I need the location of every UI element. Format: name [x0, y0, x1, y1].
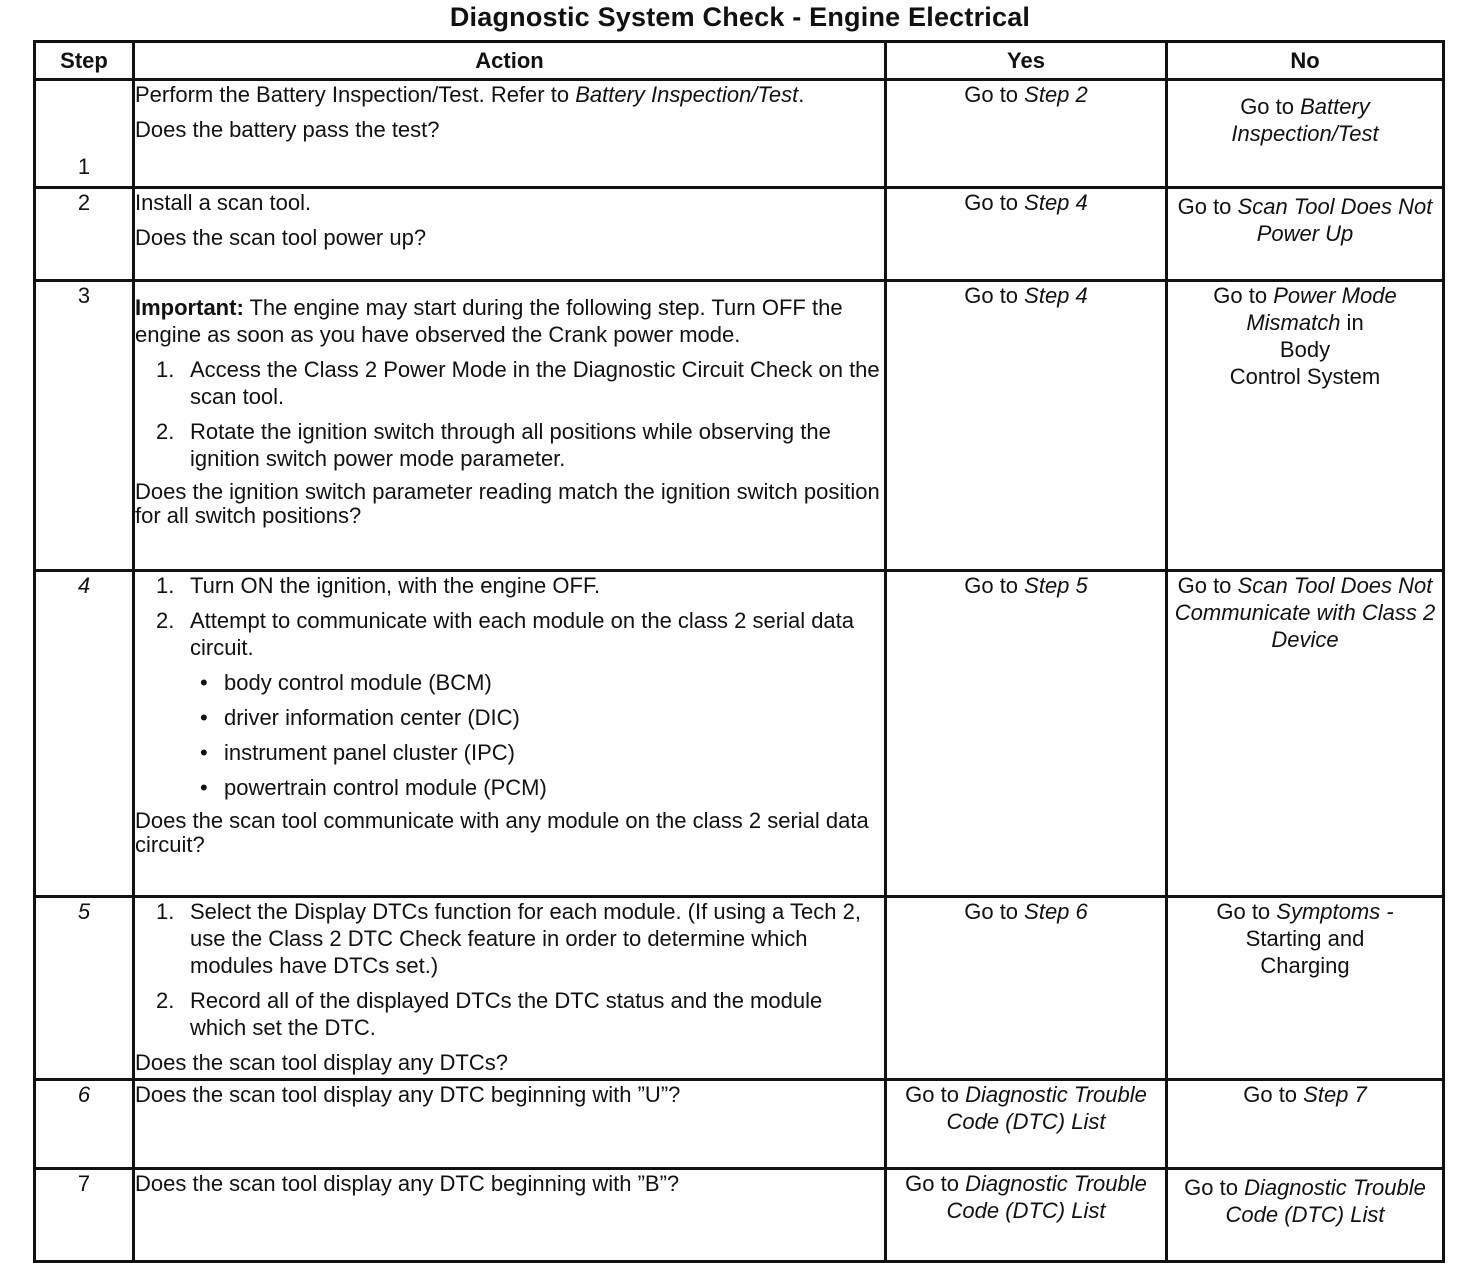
action-cell	[134, 188, 886, 281]
reference-link[interactable]: Battery Inspection/Test	[575, 82, 799, 107]
yes-cell: Go to Step 6	[886, 897, 1167, 1080]
no-link[interactable]: Scan Tool Does Not Power Up	[1237, 194, 1433, 246]
no-cell: Go to Symptoms - Starting and Charging	[1167, 897, 1444, 1080]
yes-cell: Go to Diagnostic Trouble Code (DTC) List	[886, 1169, 1167, 1262]
no-link[interactable]: Scan Tool Does Not Communicate with Class 2 Device	[1174, 573, 1436, 652]
no-cell: Go to Step 7	[1167, 1080, 1444, 1169]
bullet-item: • powertrain control module (PCM)	[200, 775, 547, 800]
no-cell: Go to Power Mode Mismatch in Body Control System	[1167, 281, 1444, 571]
step-number: 2	[35, 188, 134, 281]
no-link[interactable]: Power Mode Mismatch	[1246, 283, 1397, 335]
yes-link[interactable]: Step 6	[1024, 899, 1088, 924]
no-link[interactable]: Symptoms -	[1276, 899, 1394, 924]
header-no: No	[1167, 42, 1444, 80]
action-question: Does the scan tool display any DTCs?	[135, 1050, 508, 1075]
procedure-list	[135, 898, 884, 1041]
step-number: 3	[35, 281, 134, 571]
header-step: Step	[35, 42, 134, 80]
header-action: Action	[134, 42, 886, 80]
procedure-list	[135, 572, 884, 801]
action-question: Does the scan tool display any DTC beginning with ”U”?	[135, 1082, 681, 1107]
no-link[interactable]: Diagnostic Trouble Code (DTC) List	[1225, 1175, 1426, 1227]
module-list	[190, 669, 884, 801]
table-row	[35, 1169, 1444, 1262]
step-number: 5	[35, 897, 134, 1080]
list-item: 1. Turn ON the ignition, with the engine OFF.	[156, 573, 601, 598]
no-link[interactable]: Step 7	[1303, 1082, 1367, 1107]
action-cell	[134, 897, 886, 1080]
yes-cell: Go to Diagnostic Trouble Code (DTC) List	[886, 1080, 1167, 1169]
yes-link[interactable]: Diagnostic Trouble Code (DTC) List	[946, 1171, 1147, 1223]
action-question: Does the scan tool display any DTC beginning with ”B”?	[135, 1171, 680, 1196]
list-item: 2. Rotate the ignition switch through all positions while observing the ignition switch power mode parameter.	[156, 419, 831, 471]
table-row	[35, 188, 1444, 281]
step-number: 7	[35, 1169, 134, 1262]
procedure-list	[135, 356, 884, 472]
list-item: 1. Select the Display DTCs function for each module. (If using a Tech 2, use the Class 2 DTC Check feature in order to determine which modules have DTCs set.)	[156, 899, 861, 978]
yes-link[interactable]: Step 5	[1024, 573, 1088, 598]
list-item: 1. Access the Class 2 Power Mode in the Diagnostic Circuit Check on the scan tool.	[156, 357, 880, 409]
yes-link[interactable]: Diagnostic Trouble Code (DTC) List	[946, 1082, 1147, 1134]
action-text: Perform the Battery Inspection/Test. Refer to Battery Inspection/Test.	[135, 82, 805, 107]
step-number: 4	[35, 571, 134, 897]
yes-cell: Go to Step 4	[886, 281, 1167, 571]
table-row	[35, 281, 1444, 571]
bullet-item: • driver information center (DIC)	[200, 705, 520, 730]
important-label: Important:	[135, 295, 244, 320]
action-question: Does the scan tool communicate with any module on the class 2 serial data circuit?	[135, 808, 869, 857]
bullet-item: • instrument panel cluster (IPC)	[200, 740, 515, 765]
action-cell	[134, 281, 886, 571]
step-number: 1	[35, 80, 134, 188]
bullet-item: • body control module (BCM)	[200, 670, 492, 695]
yes-link[interactable]: Step 4	[1024, 283, 1088, 308]
no-cell: Go to Scan Tool Does Not Communicate with Class 2 Device	[1167, 571, 1444, 897]
header-yes: Yes	[886, 42, 1167, 80]
list-item: 2. Record all of the displayed DTCs the DTC status and the module which set the DTC.	[156, 988, 823, 1040]
table-row	[35, 1080, 1444, 1169]
no-cell: Go to Diagnostic Trouble Code (DTC) List	[1167, 1169, 1444, 1262]
no-link[interactable]: Battery Inspection/Test	[1231, 94, 1379, 146]
action-cell	[134, 571, 886, 897]
table-row	[35, 897, 1444, 1080]
action-question: Does the scan tool power up?	[135, 225, 427, 250]
yes-cell: Go to Step 5	[886, 571, 1167, 897]
table-row	[35, 80, 1444, 188]
important-note: Important: The engine may start during the following step. Turn OFF the engine as soon as you have observed the Crank power mode.	[135, 295, 843, 347]
action-cell	[134, 80, 886, 188]
yes-cell: Go to Step 2	[886, 80, 1167, 188]
page-title: Diagnostic System Check - Engine Electrical	[449, 2, 1031, 32]
no-cell: Go to Scan Tool Does Not Power Up	[1167, 188, 1444, 281]
action-cell	[134, 1080, 886, 1169]
action-question: Does the battery pass the test?	[135, 117, 440, 142]
action-text: Install a scan tool.	[135, 190, 312, 215]
step-number: 6	[35, 1080, 134, 1169]
table-row	[35, 571, 1444, 897]
header-row	[35, 42, 1444, 80]
action-question: Does the ignition switch parameter reading match the ignition switch position for all switch positions?	[135, 479, 880, 528]
diagnostic-table	[33, 40, 1445, 1263]
action-cell	[134, 1169, 886, 1262]
yes-link[interactable]: Step 2	[1024, 82, 1088, 107]
yes-link[interactable]: Step 4	[1024, 190, 1088, 215]
list-item: 2. Attempt to communicate with each module on the class 2 serial data circuit. • body control module (BCM) • driver information center (DIC) • instrument panel cluster (IPC) • powertrain control module (PCM)	[135, 607, 884, 801]
yes-cell: Go to Step 4	[886, 188, 1167, 281]
no-cell: Go to Battery Inspection/Test	[1167, 80, 1444, 188]
